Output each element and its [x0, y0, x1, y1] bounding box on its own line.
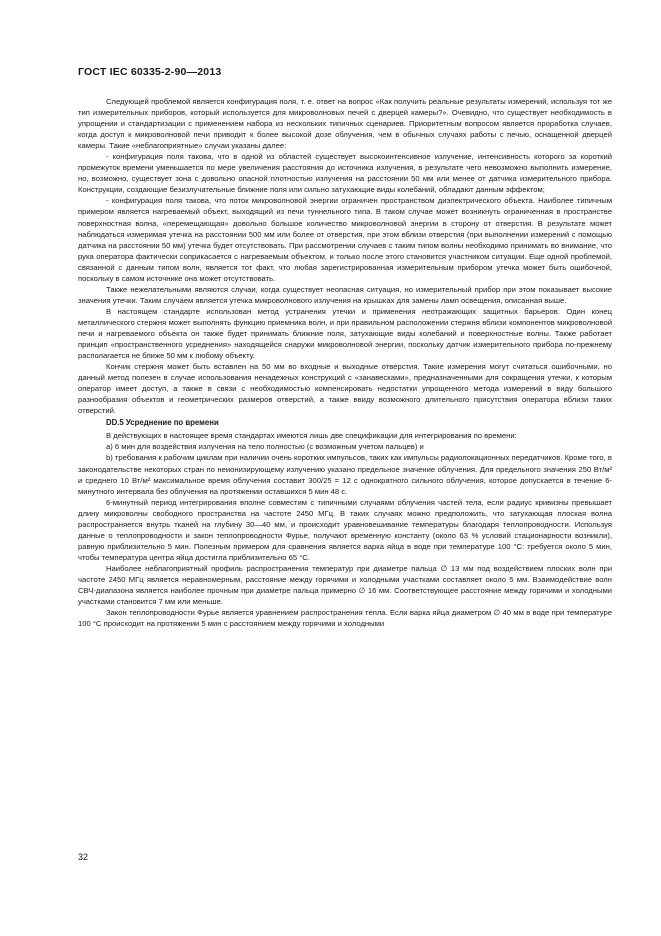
paragraph: Следующей проблемой является конфигурация поля, т. е. ответ на вопрос «Как получить реальные результаты измерений, используя тот же тип измерительных приборов, который используется для микроволновых печей с дверцей камеры?». Очевидно, что существует необходимость в упрощении и стандартизации с применением набора из нескольких типичных сценариев. Приоритетным вопросом является проработка случаев, когда доступ к микроволновой печи приводит к более высокой дозе облучения, чем в обычных случаях работы с печью, оснащенной дверцей камеры. Такие «неблагоприятные» случаи указаны далее:	[78, 97, 612, 151]
page-number: 32	[78, 852, 89, 862]
paragraph: В действующих в настоящее время стандартах имеются лишь две спецификации для интегрирования по времени:	[106, 431, 517, 441]
list-item: b) требования к рабочим циклам при наличии очень коротких импульсов, таких как импульсы радиолокационных передатчиков. Кроме того, в законодательстве некоторых стран по неионизирующему излучению указано предельное значение облучения. Для предельного значения 250 Вт/м² и среднего 10 Вт/м² максимальное время облучения составит 300/25 = 12 с однократного сильного облучения, которое допускается в течение 6-минутного интервала без облучения на протяжении оставшихся 5 мин 48 с.	[78, 453, 612, 496]
paragraph: Кончик стержня может быть вставлен на 50 мм во входные и выходные отверстия. Такие измерения могут считаться ошибочными, но данный метод полезен в случае использования ненадежных конструкций с «занавесками», предназначенными для сокращения утечки, к которым оператор имеет доступ, а также в связи с необходимостью компенсировать недостатки упрощенного метода измерений в виду большого разнообразия объектов и геометрических размеров отверстий, а также ввиду возможного длительного присутствия оператора вблизи таких отверстий.	[78, 362, 612, 416]
paragraph: Также нежелательными являются случаи, когда существует неопасная ситуация, но измерительный прибор при этом показывает высокие значения утечки. Таким случаем является утечка микроволнового излучения на крышках для замены ламп освещения, описанная выше.	[78, 284, 612, 305]
document-header: ГОСТ IEC 60335-2-90—2013	[78, 66, 222, 78]
paragraph: Закон теплопроводности Фурье является уравнением распространения тепла. Если варка яйца диаметром ∅ 40 мм в воде при температуре 100 °С происходит на протяжении 5 мин с расстоянием между горячими и холодными	[78, 608, 612, 629]
paragraph: В настоящем стандарте использован метод устранения утечки и применения неотражающих защитных барьеров. Один конец металлического стержня может выполнять функцию приемника волн, и при правильном расположении стержня вблизи компонентов микроволновой печи и нагреваемого объекта он также будет принимать ближние поля, затухающие виды колебаний и поверхностные волны. Также работает принцип «пространственного усреднения» находящейся снаружи микроволновой энергии, поскольку датчик измерительного прибора по-прежнему располагается не ближе 50 мм к любому объекту.	[78, 306, 612, 361]
list-item: - конфигурация поля такова, что в одной из областей существует высокоинтенсивное излучение, интенсивность которого за короткий промежуток времени уменьшается по мере увеличения расстояния до источника излучения, в результате чего невозможно выполнить измерение, но, возможно, существует зона с довольно опасной плотностью излучения на расстоянии 50 мм или менее от датчика измерительного прибора. Конструкции, создающие безизлучательные ближние поля или сильно затухающие виды колебаний, обладают данным эффектом;	[78, 152, 612, 195]
document-body	[78, 96, 612, 629]
paragraph: Наиболее неблагоприятный профиль распространения температур при диаметре пальца ∅ 13 мм под воздействием плоских волн при частоте 2450 МГц является неравномерным, расстояние между горячими и холодными участками составляет около 5 мм. Взаимодействие волн СВЧ-диапазона является наиболее прочным при диаметре пальца примерно ∅ 16 мм. Соответствующее расстояние между горячими и холодными участками становится 7 мм или меньше.	[78, 563, 612, 607]
list-item: - конфигурация поля такова, что поток микроволновой энергии ограничен пространством диэлектрического объекта. Наиболее типичным примером является нагреваемый объект, выходящий из печи туннельного типа. В таком случае может возникнуть ограниченная в пространстве поверхностная волна, «перемещающая» довольно большое количество микроволновой энергии в сторону от отверстия. В результате может наблюдаться измеримая утечка на расстоянии 500 мм или более от отверстия, при этом вблизи отверстия (при выполнении измерений с помощью датчика на расстоянии 50 мм) утечка будет отсутствовать. При рассмотрении случаев с таким типом волны необходимо принимать во внимание, что рука оператора фактически соприкасается с нагреваемым объектом, и только после этого становится участником ситуации. Еще одной проблемой, связанной с данным типом волн, является тот факт, что любая зарегистрированная измерительным прибором утечка может быть ошибочной, поскольку в самом источнике она может отсутствовать.	[78, 196, 612, 283]
section-heading: DD.5 Усреднение по времени	[106, 418, 219, 428]
list-item: a) 6 мин для воздействия излучения на тело полностью (с возможным учетом пальцев) и	[106, 442, 424, 452]
paragraph: 6-минутный период интегрирования вполне совместим с типичными случаями облучения частей тела, если радиус кривизны превышает длину микроволны свободного пространства на частоте 2450 МГц. В таких случаях можно предположить, что затухающая плоская волна распространяется внутрь тканей на глубину 30—40 мм, и происходит уравновешивание температуры благодаря теплопроводности. Используя данные о теплопроводности и закон теплопроводности Фурье, получают временную константу (около 63 % условий стационарности возникли), равную приблизительно 5 мин. Полезным примером для сравнения является варка яйца в воде при температуре 100 °С: требуется около 5 мин, чтобы температура центра яйца достигла приблизительно 65 °С.	[78, 497, 612, 562]
